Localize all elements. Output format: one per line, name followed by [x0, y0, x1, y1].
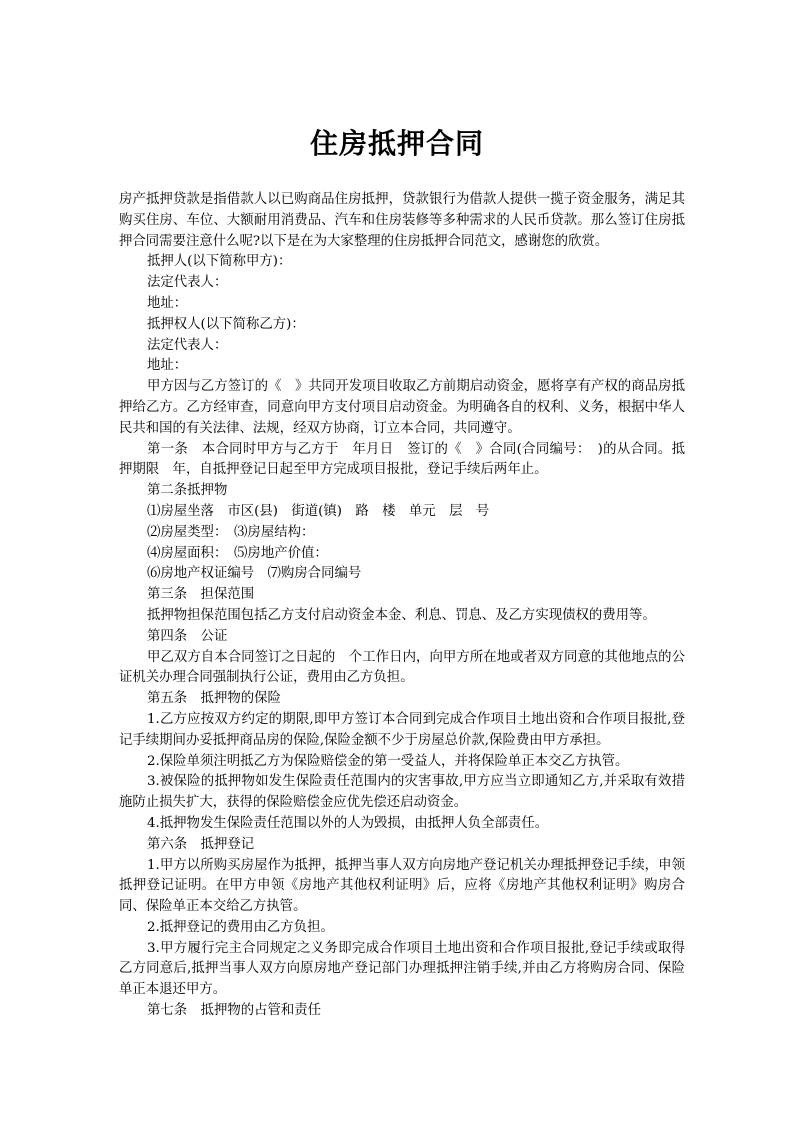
paragraph: 地址： — [147, 295, 188, 311]
paragraph: 法定代表人： — [147, 275, 228, 291]
paragraph: 抵押权人(以下简称乙方)： — [147, 316, 305, 332]
paragraph: 2.抵押登记的费用由乙方负担。 — [147, 919, 334, 935]
paragraph: ⑹房地产权证编号 ⑺购房合同编号 — [147, 566, 362, 582]
paragraph: 3.被保险的抵押物如发生保险责任范围内的灾害事故,甲方应当立即通知乙方,并采取有效措施防止损失扩大，获得的保险赔偿金应优先偿还启动资金。 — [119, 774, 685, 811]
paragraph: ⑷房屋面积： ⑸房地产价值： — [147, 545, 328, 561]
paragraph: 3.甲方履行完主合同规定之义务即完成合作项目土地出资和合作项目报批,登记手续或取得乙方同意后,抵押当事人双方向原房地产登记部门办理抵押注销手续,并由乙方将购房合同、保险单正本退还甲方。 — [119, 940, 685, 998]
paragraph: 第五条 抵押物的保险 — [147, 691, 281, 707]
paragraph: 第六条 抵押登记 — [147, 836, 255, 852]
paragraph: 抵押物担保范围包括乙方支付启动资金本金、利息、罚息、及乙方实现债权的费用等。 — [147, 607, 656, 623]
paragraph: ⑵房屋类型： ⑶房屋结构： — [147, 524, 315, 540]
paragraph: 抵押人(以下简称甲方)： — [147, 254, 292, 270]
paragraph: 1.乙方应按双方约定的期限,即甲方签订本合同到完成合作项目土地出资和合作项目报批,登记手续期间办妥抵押商品房的保险,保险金额不少于房屋总价款,保险费由甲方承担。 — [119, 711, 685, 748]
paragraph: 第四条 公证 — [147, 628, 228, 644]
paragraph: 2.保险单须注明抵乙方为保险赔偿金的第一受益人，并将保险单正本交乙方执管。 — [147, 753, 629, 769]
paragraph: 第二条抵押物 — [147, 483, 228, 499]
paragraph: 4.抵押物发生保险责任范围以外的人为毁损，由抵押人负全部责任。 — [147, 815, 549, 831]
paragraph: 法定代表人： — [147, 337, 228, 353]
document-title: 住房抵押合同 — [309, 127, 484, 160]
document-body — [119, 190, 685, 1022]
paragraph: 地址： — [147, 358, 188, 374]
paragraph: 甲方因与乙方签订的《 》共同开发项目收取乙方前期启动资金，愿将享有产权的商品房抵押给乙方。乙方经审查，同意向甲方支付项目启动资金。为明确各自的权利、义务，根据中华人民共和国的有关法律、法规，经双方协商，订立本合同，共同遵守。 — [119, 379, 685, 436]
paragraph: 房产抵押贷款是指借款人以已购商品住房抵押，贷款银行为借款人提供一揽子资金服务，满足其购买住房、车位、大额耐用消费品、汽车和住房装修等多种需求的人民币贷款。那么签订住房抵押合同需要注意什么呢?以下是在为大家整理的住房抵押合同范文，感谢您的欣赏。 — [119, 192, 685, 249]
paragraph: 第三条 担保范围 — [147, 587, 255, 603]
paragraph: 1.甲方以所购买房屋作为抵押，抵押当事人双方向房地产登记机关办理抵押登记手续，申领抵押登记证明。在甲方申领《房地产其他权利证明》后，应将《房地产其他权利证明》购房合同、保险单正本交给乙方执管。 — [119, 857, 685, 915]
paragraph: ⑴房屋坐落 市区(县) 街道(镇) 路 楼 单元 层 号 — [147, 503, 490, 519]
paragraph: 甲乙双方自本合同签订之日起的 个工作日内，向甲方所在地或者双方同意的其他地点的公证机关办理合同强制执行公证，费用由乙方负担。 — [119, 649, 685, 686]
paragraph: 第七条 抵押物的占管和责任 — [147, 1003, 322, 1019]
paragraph: 第一条 本合同时甲方与乙方于 年月日 签订的《 》合同(合同编号： )的从合同。抵押期限 年，自抵押登记日起至甲方完成项目报批，登记手续后两年止。 — [119, 441, 685, 478]
